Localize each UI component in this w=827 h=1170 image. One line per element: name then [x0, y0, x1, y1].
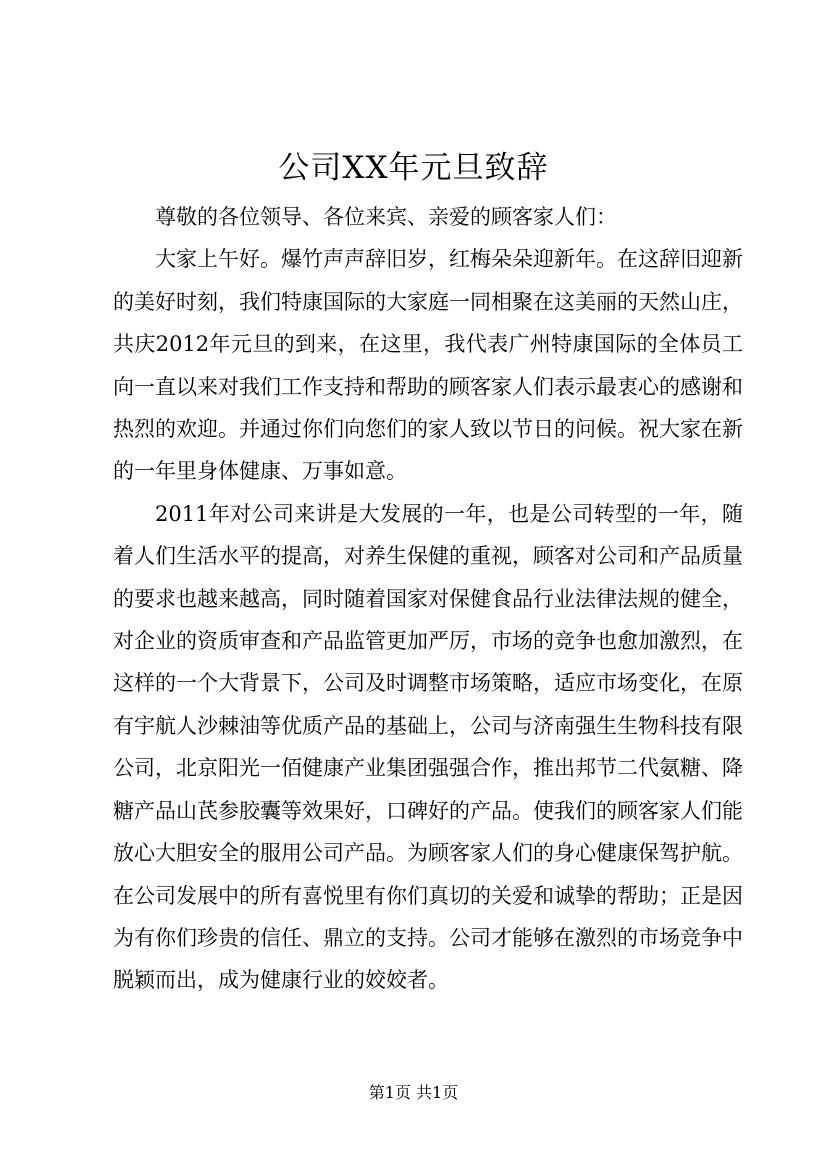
page-number-footer: 第1页 共1页 [368, 1083, 459, 1102]
paragraph-development: 2011年对公司来讲是大发展的一年，也是公司转型的一年，随着人们生活水平的提高，对养生保健的重视，顾客对公司和产品质量的要求也越来越高，同时随着国家对保健食品行业法律法规的健全，对企业的资质审查和产品监管更加严厉，市场的竞争也愈加激烈，在这样的一个大背景下，公司及时调整市场策略，适应市场变化，在原有宇航人沙棘油等优质产品的基础上，公司与济南强生生物科技有限公司，北京阳光一佰健康产业集团强强合作，推出邦节二代氨糖、降糖产品山芪参胶囊等效果好，口碑好的产品。使我们的顾客家人们能放心大胆安全的服用公司产品。为顾客家人们的身心健康保驾护航。在公司发展中的所有喜悦里有你们真切的关爱和诚挚的帮助；正是因为有你们珍贵的信任、鼎立的支持。公司才能够在激烈的市场竞争中脱颖而出，成为健康行业的姣姣者。 [113, 501, 743, 993]
paragraph-greeting: 大家上午好。爆竹声声辞旧岁，红梅朵朵迎新年。在这辞旧迎新的美好时刻，我们特康国际的大家庭一同相聚在这美丽的天然山庄，共庆2012年元旦的到来，在这里，我代表广州特康国际的全体员工向一直以来对我们工作支持和帮助的顾客家人们表示最衷心的感谢和热烈的欢迎。并通过你们向您们的家人致以节日的问候。祝大家在新的一年里身体健康、万事如意。 [113, 247, 743, 484]
document-title: 公司XX年元旦致辞 [278, 150, 549, 186]
document-body [113, 196, 743, 1002]
salutation: 尊敬的各位领导、各位来宾、亲爱的顾客家人们： [155, 205, 617, 229]
